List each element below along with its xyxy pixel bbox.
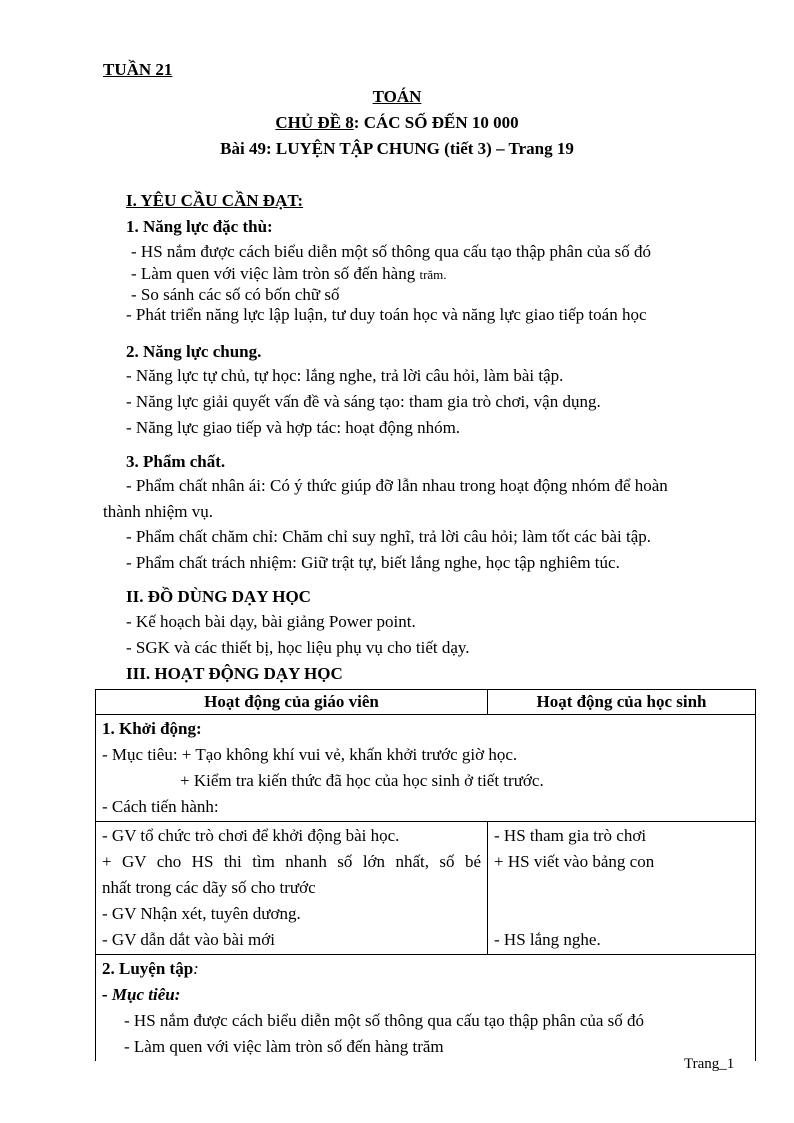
teacher-activity: - GV tổ chức trò chơi để khởi động bài học. bbox=[102, 826, 400, 845]
warmup-goal: + Kiểm tra kiến thức đã học của học sinh ở tiết trước. bbox=[180, 771, 544, 790]
sub3-heading: 3. Phẩm chất. bbox=[126, 452, 226, 471]
section1-heading: I. YÊU CẦU CẦN ĐẠT: bbox=[126, 191, 304, 210]
student-activity: + HS viết vào bảng con bbox=[494, 852, 655, 871]
activity-table bbox=[95, 689, 756, 1061]
sub1-item bbox=[131, 264, 447, 284]
practice-goal-item: - Làm quen với việc làm tròn số đến hàng trăm bbox=[124, 1037, 444, 1056]
practice-cell bbox=[96, 955, 756, 1062]
warmup-goal: - Mục tiêu: + Tạo không khí vui vẻ, khấn khởi trước giờ học. bbox=[102, 745, 518, 764]
warmup-method: - Cách tiến hành: bbox=[102, 797, 219, 816]
warmup-activities-row bbox=[96, 822, 756, 955]
sub2-item: - Năng lực tự chủ, tự học: lắng nghe, trả lời câu hỏi, làm bài tập. bbox=[126, 366, 564, 385]
sub1-item: - HS nắm được cách biểu diễn một số thông qua cấu tạo thập phân của số đó bbox=[131, 242, 652, 261]
sub2-item: - Năng lực giao tiếp và hợp tác: hoạt động nhóm. bbox=[126, 418, 461, 437]
sub1-item: - Phát triển năng lực lập luận, tư duy toán học và năng lực giao tiếp toán học bbox=[126, 305, 647, 324]
section2-heading: II. ĐỒ DÙNG DẠY HỌC bbox=[126, 587, 311, 606]
teacher-activity: - GV Nhận xét, tuyên dương. bbox=[102, 904, 301, 923]
practice-goal-item: - HS nắm được cách biểu diễn một số thông qua cấu tạo thập phân của số đó bbox=[124, 1011, 645, 1030]
page-number: Trang_1 bbox=[684, 1056, 735, 1072]
sub1-item-small: trăm. bbox=[419, 267, 447, 282]
col-student-header: Hoạt động của học sinh bbox=[488, 690, 756, 715]
section2-item: - Kế hoạch bài dạy, bài giảng Power point. bbox=[126, 612, 416, 631]
subject-title: TOÁN bbox=[372, 87, 422, 106]
sub1-heading: 1. Năng lực đặc thù: bbox=[126, 217, 273, 236]
practice-heading-suffix: : bbox=[193, 959, 199, 978]
sub2-heading: 2. Năng lực chung. bbox=[126, 342, 262, 361]
teacher-activity-cell bbox=[96, 822, 488, 955]
student-activity-cell bbox=[488, 822, 756, 955]
teacher-activity: nhất trong các dãy số cho trước bbox=[102, 878, 316, 897]
student-activity: - HS tham gia trò chơi bbox=[494, 826, 647, 845]
practice-row bbox=[96, 955, 756, 1062]
sub3-item: - Phẩm chất chăm chỉ: Chăm chỉ suy nghĩ, trả lời câu hỏi; làm tốt các bài tập. bbox=[126, 527, 651, 546]
sub1-item: - So sánh các số có bốn chữ số bbox=[131, 285, 340, 304]
sub1-item-text: - Làm quen với việc làm tròn số đến hàng bbox=[131, 264, 416, 283]
week-label: TUẦN 21 bbox=[103, 60, 173, 79]
student-activity-blank bbox=[494, 901, 749, 927]
teacher-activity: + GV cho HS thi tìm nhanh số lớn nhất, số bé bbox=[102, 852, 481, 871]
section2-item: - SGK và các thiết bị, học liệu phụ vụ cho tiết dạy. bbox=[126, 638, 470, 657]
student-activity: - HS lắng nghe. bbox=[494, 930, 601, 949]
sub2-item: - Năng lực giải quyết vấn đề và sáng tạo: tham gia trò chơi, vận dụng. bbox=[126, 392, 601, 411]
warmup-cell bbox=[96, 715, 756, 822]
section3-heading: III. HOẠT ĐỘNG DẠY HỌC bbox=[126, 664, 343, 683]
practice-goal-label: - Mục tiêu: bbox=[102, 985, 181, 1004]
col-teacher-header: Hoạt động của giáo viên bbox=[96, 690, 488, 715]
warmup-row bbox=[96, 715, 756, 822]
teacher-activity: - GV dẫn dắt vào bài mới bbox=[102, 930, 275, 949]
topic-title bbox=[0, 113, 794, 133]
sub3-item: - Phẩm chất trách nhiệm: Giữ trật tự, biết lắng nghe, học tập nghiêm túc. bbox=[126, 553, 620, 572]
topic-rest: : CÁC SỐ ĐẾN 10 000 bbox=[353, 113, 519, 132]
warmup-heading: 1. Khởi động: bbox=[102, 719, 202, 738]
practice-heading-text: 2. Luyện tập bbox=[102, 959, 194, 978]
lesson-title: Bài 49: LUYỆN TẬP CHUNG (tiết 3) – Trang 19 bbox=[220, 139, 574, 158]
practice-heading bbox=[102, 956, 749, 982]
sub3-item: - Phẩm chất nhân ái: Có ý thức giúp đỡ lẫn nhau trong hoạt động nhóm để hoàn bbox=[126, 476, 668, 495]
topic-label: CHỦ ĐỀ 8 bbox=[275, 113, 354, 132]
sub3-item-cont: thành nhiệm vụ. bbox=[103, 502, 214, 521]
student-activity-blank bbox=[494, 875, 749, 901]
table-header-row bbox=[96, 690, 756, 715]
